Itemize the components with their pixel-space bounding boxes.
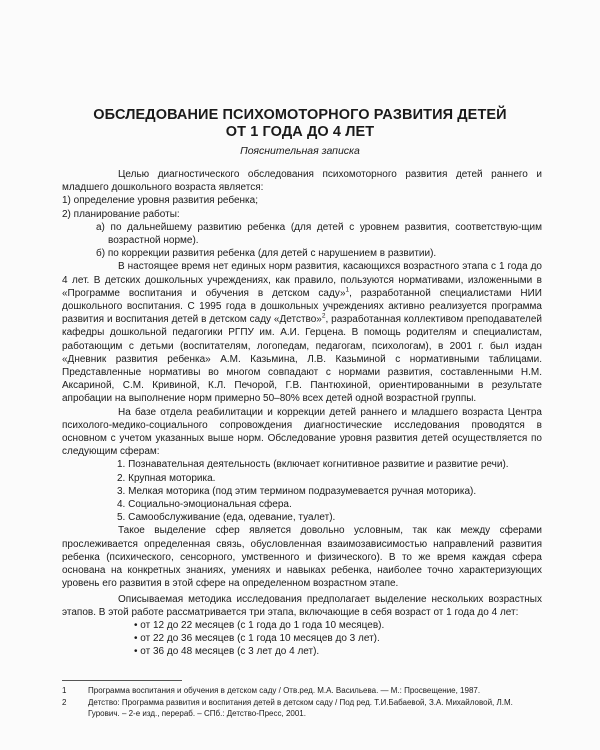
sphere-item: 4. Социально-эмоциональная сфера. bbox=[117, 499, 292, 511]
document-body bbox=[62, 168, 542, 659]
center-paragraph: На базе отдела реабилитации и коррекции детей раннего и младшего возраста Центра психолого-медико-социального сопровождения диагностические исследования проводятся в основном с учетом указанных выше норм. Обследование уровня развития детей осуществляется по следующим сферам: bbox=[62, 406, 542, 458]
goal-item: 1) определение уровня развития ребенка; bbox=[62, 195, 258, 207]
footnote-text: Программа воспитания и обучения в детском саду / Отв.ред. М.А. Васильева. — М.: Просвещение, 1987. bbox=[88, 686, 481, 695]
intro-paragraph: Целью диагностического обследования психомоторного развития детей раннего и младшего дошкольного возраста является: bbox=[62, 169, 542, 194]
footnote-text: Детство: Программа развития и воспитания детей в детском саду / Под ред. Т.И.Бабаевой, З.А. Михайловой, Л.М. Гурович. – 2-е изд., перераб. – СПб.: Детство-Пресс, 2001. bbox=[88, 698, 513, 718]
sphere-item: 1. Познавательная деятельность (включает когнитивное развитие и развитие речи). bbox=[117, 459, 509, 471]
norms-paragraph bbox=[62, 260, 542, 405]
document-title-line-2: ОТ 1 ГОДА ДО 4 ЛЕТ bbox=[225, 124, 375, 140]
subgoal-item: б) по коррекции развития ребенка (для детей с нарушением в развитии). bbox=[96, 248, 437, 260]
footnote-1 bbox=[62, 686, 542, 697]
subgoal-item: а) по дальнейшему развитию ребенка (для детей с уровнем развития, соответствую-щим возрастной норме). bbox=[96, 221, 542, 247]
document-title-line-1: ОБСЛЕДОВАНИЕ ПСИХОМОТОРНОГО РАЗВИТИЯ ДЕТЕЙ bbox=[93, 107, 507, 123]
sphere-item: 3. Мелкая моторика (под этим термином подразумевается ручная моторика). bbox=[117, 485, 477, 497]
stage-item: • от 36 до 48 месяцев (с 3 лет до 4 лет). bbox=[134, 646, 320, 658]
method-paragraph: Описываемая методика исследования предполагает выделение нескольких возрастных этапов. В этой работе рассматривается три этапа, включающие в себя возраст от 1 года до 4 лет: bbox=[62, 593, 542, 618]
spheres-paragraph: Такое выделение сфер является довольно условным, так как между сферами прослеживается определенная связь, обусловленная взаимозависимостью направлений развития ребенка (психического, сенсорного, умственного и физического). В то же время каждая сфера основана на конкретных знаниях, умениях и навыках ребенка, наиболее точно характеризующих уровень его развития в этой сфере на определенном возрастном этапе. bbox=[62, 525, 542, 590]
sphere-item: 5. Самообслуживание (еда, одевание, туалет). bbox=[117, 512, 336, 524]
norms-text-b: , разработанной специалистами НИИ дошкольного воспитания. С 1995 года в дошкольных учреждениях активно реализуется программа развития и воспитания детей в детском саду «Детство» bbox=[62, 287, 542, 326]
stage-item: • от 22 до 36 месяцев (с 1 года 10 месяцев до 3 лет). bbox=[134, 633, 380, 645]
footnote-mark: 1 bbox=[62, 686, 67, 695]
stage-item: • от 12 до 22 месяцев (с 1 года до 1 года 10 месяцев). bbox=[134, 619, 385, 631]
footnote-2 bbox=[62, 698, 542, 719]
footnote-mark: 2 bbox=[62, 698, 67, 707]
footnote-ref-2[interactable]: 2 bbox=[321, 312, 326, 320]
footnote-divider bbox=[62, 680, 182, 681]
norms-text-c: , разработанная коллективом преподавателей кафедры дошкольной педагогики РГПУ им. А.И. Герцена. В помощь родителям и специалистам, работающим с детьми (воспитателям, логопедам, педагогам, психологам), в 2001 г. был издан «Дневник развития ребенка» А.М. Казьмина, Л.В. Казьминой с нормативными таблицами. Представленные нормативы во многом совпадают с нормами развития, составленными Н.М. Аксариной, С.М. Кривиной, К.Л. Печорой, Г.В. Пантюхиной, ориентированными в результате апробации на выполнение норм примерно 50–80% всех детей одной возрастной группы. bbox=[62, 314, 542, 405]
goal-item: 2) планирование работы: bbox=[62, 208, 180, 220]
sphere-item: 2. Крупная моторика. bbox=[117, 472, 216, 484]
norms-text-a: В настоящее время нет единых норм развития, касающихся возрастного этапа с 1 года до 4 лет. В детских дошкольных учреждениях, как правило, пользуются нормативами, изложенными в «Программе воспитания и обучения в детском саду» bbox=[62, 261, 542, 299]
footnote-ref-1[interactable]: 1 bbox=[345, 286, 350, 294]
document-subtitle: Пояснительная записка bbox=[240, 145, 360, 157]
